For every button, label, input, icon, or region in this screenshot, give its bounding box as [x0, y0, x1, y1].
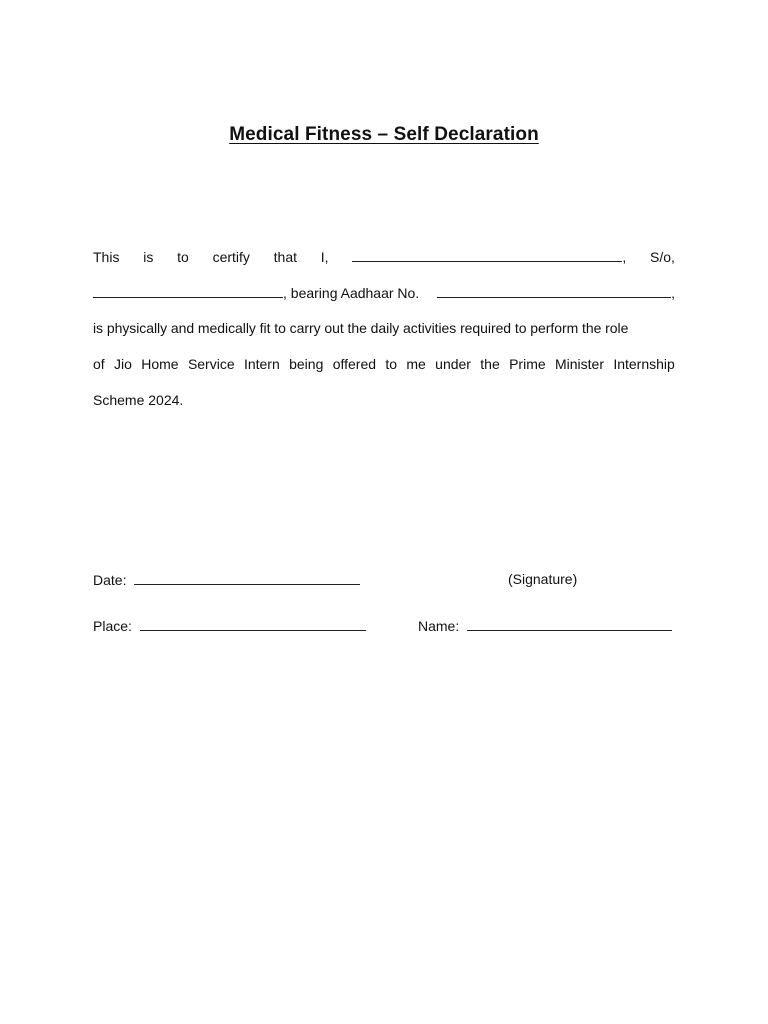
paragraph-line-3: is physically and medically fit to carry out the daily activities required to perform the role — [93, 320, 629, 337]
word: Prime — [509, 356, 546, 373]
paragraph-line-4 — [93, 347, 675, 383]
aadhaar-blank — [437, 284, 671, 298]
date-blank — [134, 571, 360, 585]
word: of — [93, 356, 105, 373]
paragraph-line-1 — [93, 240, 675, 276]
place-row — [93, 617, 366, 634]
date-row — [93, 571, 360, 588]
word: certify — [212, 249, 250, 265]
name-blank — [352, 248, 622, 262]
place-blank — [140, 617, 366, 631]
word: me — [406, 356, 426, 373]
aadhaar-blank-group: , — [437, 276, 675, 312]
word: to — [177, 249, 189, 265]
parent-name-group: , bearing Aadhaar No. — [93, 276, 419, 312]
word: being — [289, 356, 324, 373]
declaration-paragraph — [93, 240, 675, 419]
document-title: Medical Fitness – Self Declaration — [229, 124, 539, 145]
paragraph-line-2 — [93, 276, 675, 312]
word: to — [385, 356, 398, 373]
name-blank-group: , — [352, 240, 626, 276]
word: Intern — [243, 356, 280, 373]
word: Jio — [114, 356, 132, 373]
word: S/o, — [650, 249, 675, 265]
word: the — [480, 356, 500, 373]
parent-name-blank — [93, 284, 283, 298]
word: Internship — [613, 356, 675, 373]
signature-label: (Signature) — [508, 571, 578, 587]
date-label: Date: — [93, 572, 127, 588]
word: is — [143, 249, 154, 265]
name-row — [418, 617, 672, 634]
paragraph-line-5: Scheme 2024. — [93, 391, 184, 408]
word: Home — [141, 356, 179, 373]
word: I, — [320, 249, 329, 265]
word: that — [273, 249, 298, 265]
name-label: Name: — [418, 618, 460, 634]
place-label: Place: — [93, 618, 132, 634]
word: under — [435, 356, 471, 373]
name-blank — [467, 617, 672, 631]
word: This — [93, 249, 120, 265]
word: Service — [187, 356, 235, 373]
word: Minister — [554, 356, 604, 373]
word: offered — [332, 356, 377, 373]
